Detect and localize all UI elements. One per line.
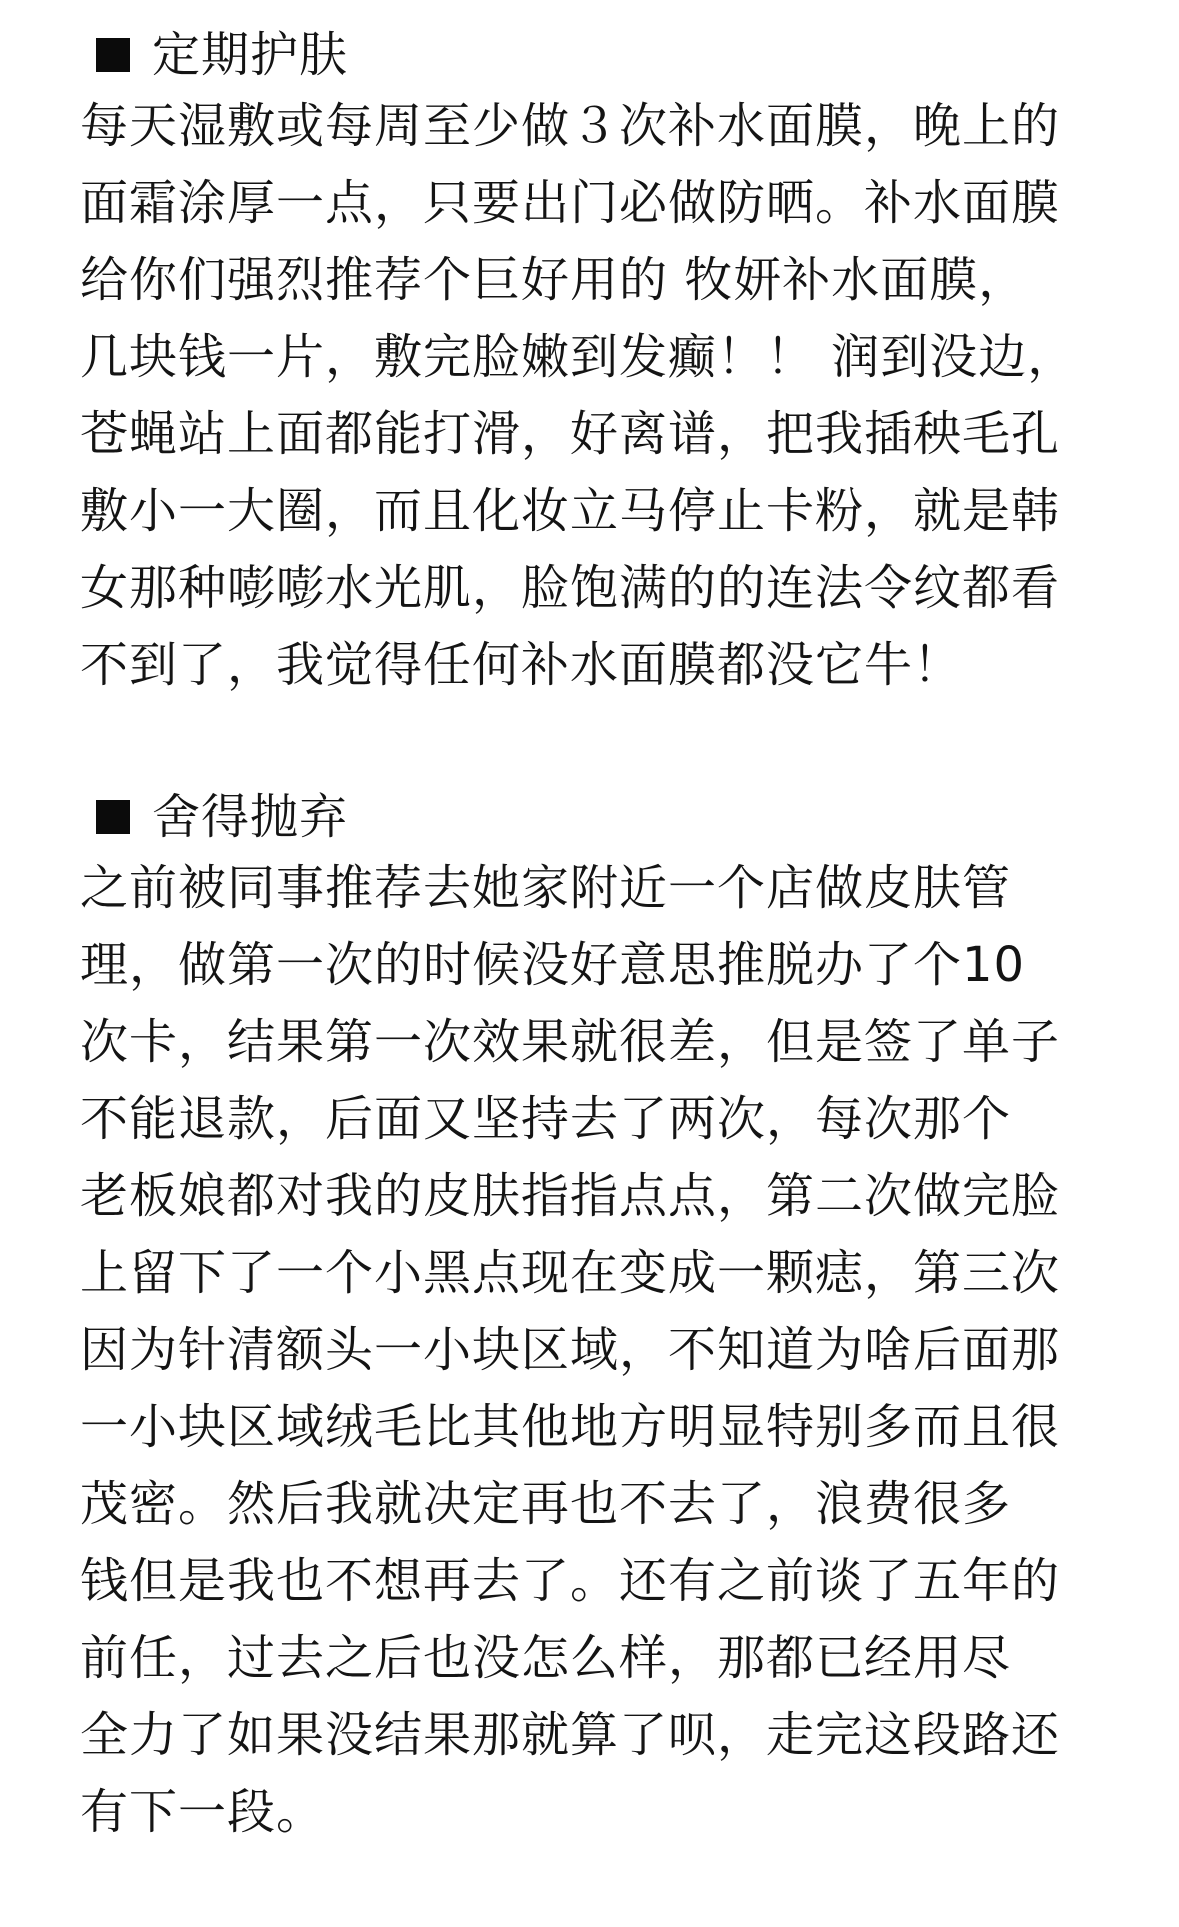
body-line: 敷小一大圈，而且化妆立马停止卡粉，就是韩: [80, 483, 1061, 539]
body-line: 每天湿敷或每周至少做３次补水面膜，晚上的: [80, 98, 1061, 154]
body-line: 一小块区域绒毛比其他地方明显特别多而且很: [80, 1399, 1061, 1455]
article: [80, 22, 1100, 1851]
section-body: [80, 88, 1100, 704]
black-square-icon: [96, 800, 130, 834]
body-line: 茂密。然后我就决定再也不去了，浪费很多: [80, 1476, 1012, 1532]
body-line: 不到了，我觉得任何补水面膜都没它牛！: [80, 637, 963, 693]
body-line: 之前被同事推荐去她家附近一个店做皮肤管: [80, 860, 1012, 916]
body-line: 理，做第一次的时候没好意思推脱办了个10: [80, 937, 1026, 993]
body-line: 钱但是我也不想再去了。还有之前谈了五年的: [80, 1553, 1061, 1609]
body-line: 前任，过去之后也没怎么样，那都已经用尽: [80, 1630, 1012, 1686]
section-body: [80, 850, 1100, 1851]
section-heading: [80, 784, 1100, 850]
section-let-go: [80, 784, 1100, 1851]
section-heading: [80, 22, 1100, 88]
section-heading-text: 定期护肤: [152, 27, 349, 83]
body-line: 上留下了一个小黑点现在变成一颗痣，第三次: [80, 1245, 1061, 1301]
body-line: 因为针清额头一小块区域，不知道为啥后面那: [80, 1322, 1061, 1378]
body-line: 女那种嘭嘭水光肌，脸饱满的的连法令纹都看: [80, 560, 1061, 616]
section-heading-text: 舍得抛弃: [152, 789, 349, 845]
black-square-icon: [96, 38, 130, 72]
body-line: 苍蝇站上面都能打滑，好离谱，把我插秧毛孔: [80, 406, 1061, 462]
section-regular-skincare: [80, 22, 1100, 704]
body-line: 次卡，结果第一次效果就很差，但是签了单子: [80, 1014, 1061, 1070]
body-line: 不能退款，后面又坚持去了两次，每次那个: [80, 1091, 1012, 1147]
body-line: 全力了如果没结果那就算了呗，走完这段路还: [80, 1707, 1061, 1763]
body-line: 老板娘都对我的皮肤指指点点，第二次做完脸: [80, 1168, 1061, 1224]
body-line: 给你们强烈推荐个巨好用的 牧妍补水面膜，: [80, 252, 1028, 308]
body-line: 有下一段。: [80, 1784, 326, 1840]
body-line: 面霜涂厚一点，只要出门必做防晒。补水面膜: [80, 175, 1061, 231]
body-line: 几块钱一片，敷完脸嫩到发癫！！ 润到没边，: [80, 329, 1077, 385]
